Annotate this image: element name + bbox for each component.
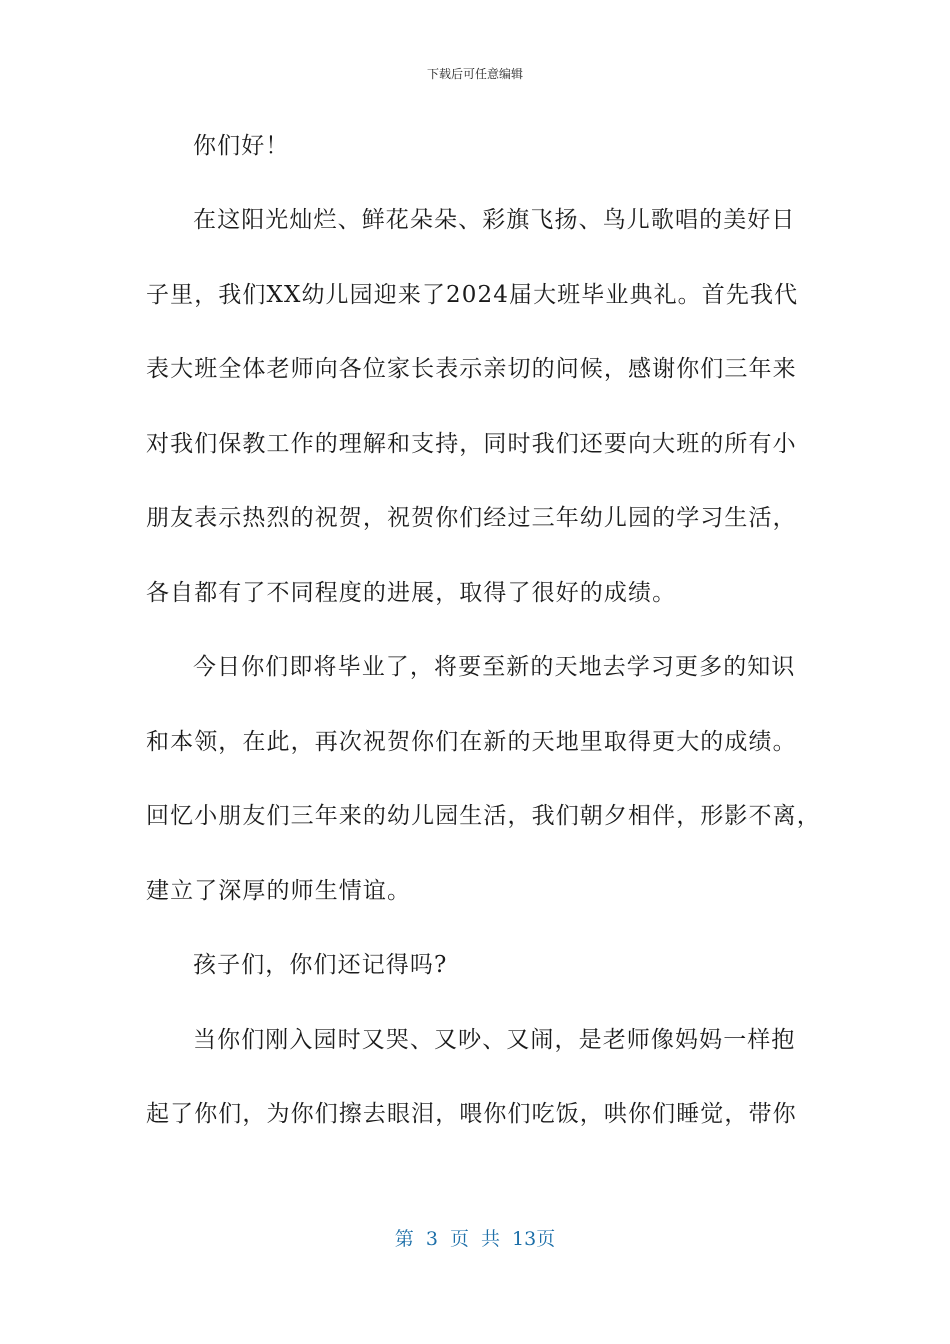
text-line: 孩子们，你们还记得吗?	[193, 952, 448, 978]
text-line: 子里，我们XX幼儿园迎来了2024届大班毕业典礼。首先我代	[146, 282, 799, 308]
text-line: 在这阳光灿烂、鲜花朵朵、彩旗飞扬、鸟儿歌唱的美好日	[193, 207, 796, 233]
text-line: 朋友表示热烈的祝贺，祝贺你们经过三年幼儿园的学习生活，	[146, 505, 797, 531]
text-line: 和本领，在此，再次祝贺你们在新的天地里取得更大的成绩。	[146, 729, 797, 755]
text-line: 建立了深厚的师生情谊。	[146, 878, 412, 904]
text-line: 回忆小朋友们三年来的幼儿园生活，我们朝夕相伴，形影不离，	[146, 803, 821, 829]
text-line: 对我们保教工作的理解和支持，同时我们还要向大班的所有小	[146, 431, 797, 457]
text-line: 起了你们，为你们擦去眼泪，喂你们吃饭，哄你们睡觉，带你	[146, 1101, 797, 1127]
text-line: 你们好！	[193, 133, 290, 159]
text-line: 今日你们即将毕业了，将要至新的天地去学习更多的知识	[193, 654, 796, 680]
text-line: 各自都有了不同程度的进展，取得了很好的成绩。	[146, 580, 677, 606]
page-number-footer: 第 3 页 共 13页	[394, 1228, 556, 1250]
page-header: 下载后可任意编辑	[426, 67, 523, 81]
text-line: 当你们刚入园时又哭、又吵、又闹，是老师像妈妈一样抱	[193, 1027, 796, 1053]
text-line: 表大班全体老师向各位家长表示亲切的问候，感谢你们三年来	[146, 356, 797, 382]
